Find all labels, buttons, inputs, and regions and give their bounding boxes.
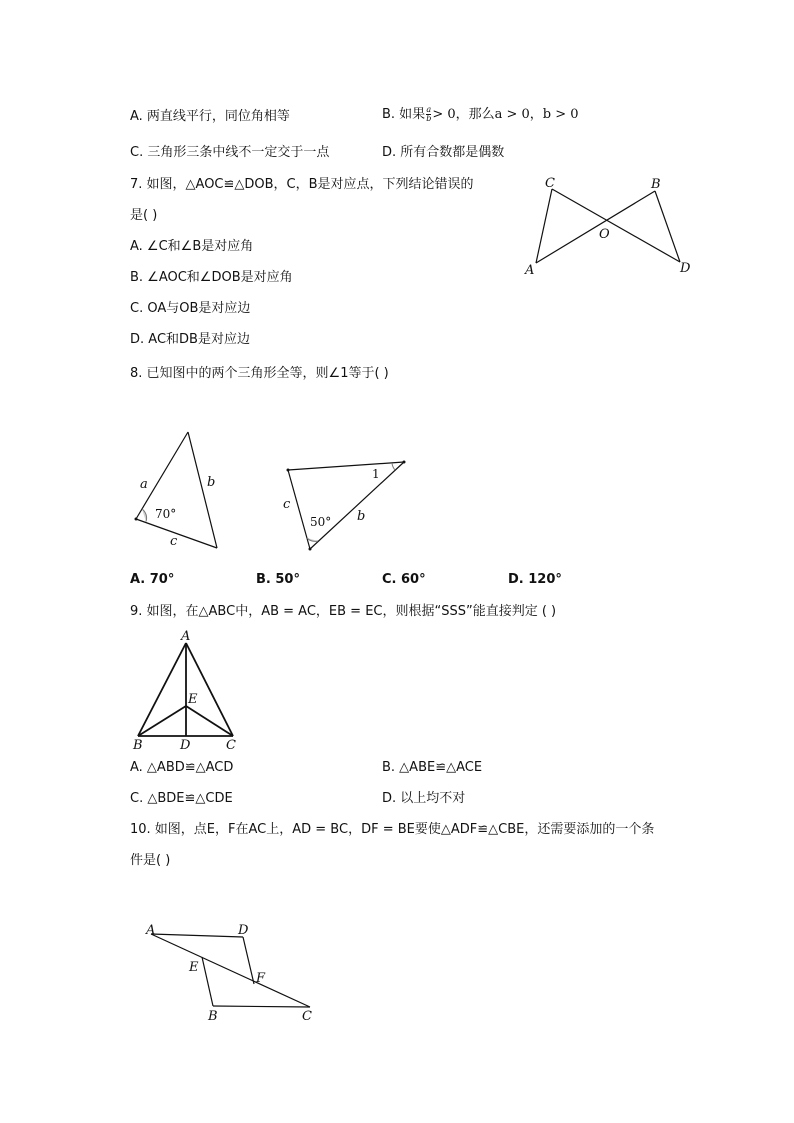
q10-label-e: E	[189, 960, 199, 975]
q6-option-b-suffix: > 0，那么a > 0，b > 0	[432, 107, 579, 122]
q9-label-d: D	[180, 738, 191, 753]
q10-seg-ac	[151, 934, 310, 1007]
q6-frac-num: a	[426, 105, 432, 114]
q7-option-d: D. AC和DB是对应边	[130, 332, 250, 347]
q8-right-label-c: c	[283, 497, 291, 512]
q10-label-d: D	[238, 923, 249, 938]
q8-option-b: B. 50°	[256, 572, 300, 587]
q7-stem-line2: 是( )	[130, 208, 158, 223]
q6-option-c: C. 三角形三条中线不一定交于一点	[130, 145, 330, 160]
q9-label-e: E	[188, 692, 198, 707]
q7-stem-line1: 7. 如图，△AOC≌△DOB，C，B是对应点，下列结论错误的	[130, 177, 474, 192]
q7-label-a: A	[525, 263, 535, 278]
q8-left-label-a: a	[140, 477, 148, 492]
q10-stem-line1: 10. 如图，点E，F在AC上，AD = BC，DF = BE要使△ADF≌△CBE，还需要添加的一个条	[130, 822, 655, 837]
q9-stem: 9. 如图，在△ABC中，AB = AC，EB = EC，则根据“SSS”能直接判定 ( )	[130, 604, 557, 619]
q8-option-d: D. 120°	[508, 572, 562, 587]
q10-label-f: F	[256, 971, 266, 986]
q10-label-a: A	[146, 923, 156, 938]
q7-option-a: A. ∠C和∠B是对应角	[130, 239, 254, 254]
q9-label-c: C	[226, 738, 236, 753]
q8-stem: 8. 已知图中的两个三角形全等，则∠1等于( )	[130, 366, 389, 381]
q7-label-c: C	[545, 176, 555, 191]
q6-option-d: D. 所有合数都是偶数	[382, 145, 505, 160]
q8-right-angle-label: 50°	[310, 515, 332, 529]
q8-option-c: C. 60°	[382, 572, 426, 587]
q7-option-b: B. ∠AOC和∠DOB是对应角	[130, 270, 293, 285]
q7-label-o: O	[599, 227, 610, 242]
q10-seg-eb	[202, 957, 213, 1006]
q6-option-b-prefix: B. 如果	[382, 107, 426, 122]
q9-option-a: A. △ABD≌△ACD	[130, 760, 234, 775]
q10-seg-bc	[213, 1006, 310, 1007]
q7-label-d: D	[680, 261, 691, 276]
q7-label-b: B	[651, 177, 661, 192]
q9-option-d: D. 以上均不对	[382, 791, 466, 806]
q9-label-a: A	[181, 629, 191, 644]
q6-frac-den: b	[426, 114, 432, 123]
q8-right-label-b: b	[357, 509, 366, 524]
q10-label-b: B	[208, 1009, 218, 1024]
q8-left-label-b: b	[207, 475, 216, 490]
q7-option-c: C. OA与OB是对应边	[130, 301, 251, 316]
q8-left-label-c: c	[170, 534, 178, 549]
q9-option-c: C. △BDE≌△CDE	[130, 791, 233, 806]
q10-seg-ad	[151, 934, 243, 937]
q10-stem-line2: 件是( )	[130, 853, 171, 868]
q9-label-b: B	[133, 738, 143, 753]
q10-label-c: C	[302, 1009, 312, 1024]
q8-option-a: A. 70°	[130, 572, 175, 587]
q8-left-angle-label: 70°	[155, 507, 177, 521]
q6-option-a: A. 两直线平行，同位角相等	[130, 109, 290, 124]
q9-option-b: B. △ABE≌△ACE	[382, 760, 483, 775]
q8-right-label-1: 1	[372, 467, 380, 481]
